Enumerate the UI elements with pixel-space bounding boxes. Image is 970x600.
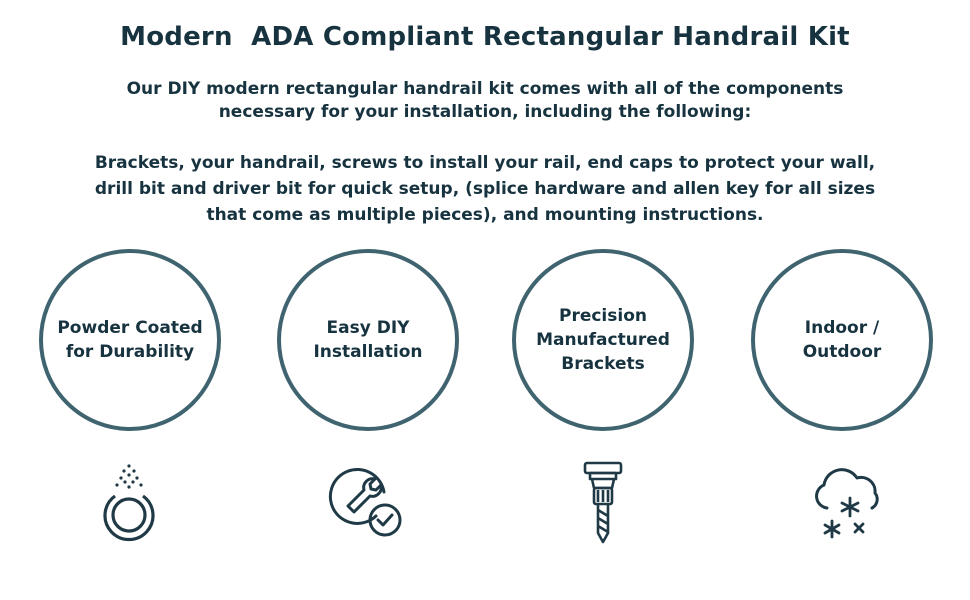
kit-contents-text: Brackets, your handrail, screws to install your rail, end caps to protect your wall, drill bit and driver bit for quick setup, (splice hardware and allen key for all sizes that come as multiple pieces), and mounting instructions. — [94, 153, 876, 225]
feature-label: Easy DIY Installation — [313, 318, 423, 362]
feature-circle-easy-diy — [277, 249, 459, 431]
feature-label: Indoor / Outdoor — [802, 318, 882, 362]
feature-circle-powder-coated — [39, 249, 221, 431]
feature-circle-precision-brackets — [512, 249, 694, 431]
wrench-check-icon — [324, 458, 414, 548]
feature-label: Precision Manufactured Brackets — [536, 306, 670, 374]
powder-drop-icon — [84, 458, 174, 548]
intro-text: Our DIY modern rectangular handrail kit comes with all of the components necessary for your installation, including the following: — [126, 79, 844, 122]
page-title: Modern ADA Compliant Rectangular Handrail Kit — [120, 22, 850, 52]
drill-bit-icon — [558, 458, 648, 548]
feature-circle-indoor-outdoor — [751, 249, 933, 431]
cloud-snow-icon — [802, 458, 892, 548]
feature-label: Powder Coated for Durability — [57, 318, 203, 362]
